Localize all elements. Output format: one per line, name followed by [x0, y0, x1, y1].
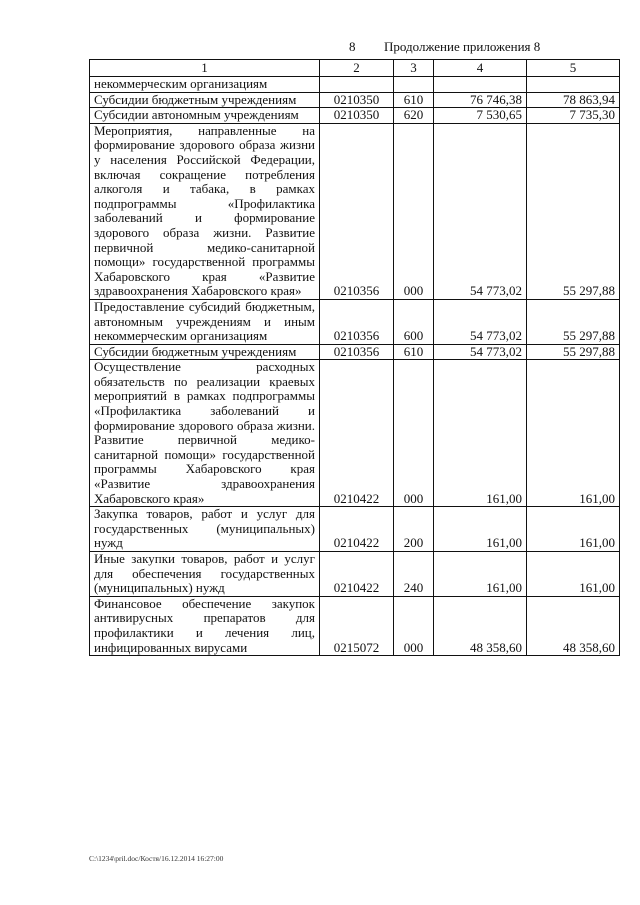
table-row — [90, 299, 620, 344]
row-value-2016: 55 297,88 — [527, 123, 620, 299]
row-value-2016: 55 297,88 — [527, 299, 620, 344]
column-header-4: 4 — [434, 60, 527, 77]
table-row — [90, 507, 620, 552]
row-name: Финансовое обеспечение закупок антивирусных препаратов для профилактики и лечения лиц, инфицированных вирусами — [90, 596, 320, 655]
row-code — [320, 77, 394, 93]
row-value-2016: 161,00 — [527, 552, 620, 597]
row-name: некоммерческим организациям — [90, 77, 320, 93]
budget-table — [89, 59, 620, 656]
row-value-2015: 7 530,65 — [434, 108, 527, 124]
row-name: Осуществление расходных обязательств по реализации краевых мероприятий в рамках подпрограммы «Профилактика заболеваний и формирование здорового образа жизни. Развитие первичной медико-санитарной помощи» государственной программы Хабаровского края «Развитие здравоохранения Хабаровского края» — [90, 360, 320, 507]
row-value-2015: 54 773,02 — [434, 344, 527, 360]
row-type: 240 — [394, 552, 434, 597]
row-value-2015: 54 773,02 — [434, 123, 527, 299]
row-code: 0210422 — [320, 552, 394, 597]
table-row — [90, 92, 620, 108]
row-name: Субсидии автономным учреждениям — [90, 108, 320, 124]
column-header-1: 1 — [90, 60, 320, 77]
table-row — [90, 108, 620, 124]
table-row — [90, 123, 620, 299]
row-value-2016: 48 358,60 — [527, 596, 620, 655]
row-name: Субсидии бюджетным учреждениям — [90, 344, 320, 360]
row-value-2016: 7 735,30 — [527, 108, 620, 124]
row-value-2016: 161,00 — [527, 507, 620, 552]
row-code: 0210350 — [320, 108, 394, 124]
row-name: Субсидии бюджетным учреждениям — [90, 92, 320, 108]
table-header — [90, 60, 620, 77]
row-value-2015: 161,00 — [434, 507, 527, 552]
table-row — [90, 552, 620, 597]
row-type: 000 — [394, 596, 434, 655]
continuation-label: Продолжение приложения 8 — [384, 39, 541, 54]
row-value-2016: 78 863,94 — [527, 92, 620, 108]
row-name: Предоставление субсидий бюджетным, автономным учреждениям и иным некоммерческим организациям — [90, 299, 320, 344]
row-value-2016: 55 297,88 — [527, 344, 620, 360]
row-name: Иные закупки товаров, работ и услуг для обеспечения государственных (муниципальных) нужд — [90, 552, 320, 597]
row-type: 620 — [394, 108, 434, 124]
table-row — [90, 360, 620, 507]
row-type: 000 — [394, 123, 434, 299]
row-value-2016 — [527, 77, 620, 93]
row-type: 610 — [394, 344, 434, 360]
row-value-2015: 161,00 — [434, 360, 527, 507]
header-row — [90, 60, 620, 77]
column-header-3: 3 — [394, 60, 434, 77]
row-type — [394, 77, 434, 93]
document-file-path: C:\1234\pril.doc/Костя/16.12.2014 16:27:00 — [89, 854, 224, 863]
row-code: 0210356 — [320, 344, 394, 360]
column-header-2: 2 — [320, 60, 394, 77]
row-code: 0210350 — [320, 92, 394, 108]
row-code: 0210356 — [320, 123, 394, 299]
row-type: 610 — [394, 92, 434, 108]
row-name: Мероприятия, направленные на формирование здорового образа жизни у населения Российской Федерации, включая сокращение потребления алкоголя и табака, в рамках подпрограммы «Профилактика заболеваний и формирование здорового образа жизни. Развитие первичной медико-санитарной помощи» государственной программы Хабаровского края «Развитие здравоохранения Хабаровского края» — [90, 123, 320, 299]
row-name: Закупка товаров, работ и услуг для государственных (муниципальных) нужд — [90, 507, 320, 552]
row-type: 000 — [394, 360, 434, 507]
row-value-2015 — [434, 77, 527, 93]
row-code: 0210422 — [320, 360, 394, 507]
table-row — [90, 344, 620, 360]
page-number: 8 — [349, 39, 356, 54]
table-row — [90, 77, 620, 93]
row-code: 0210422 — [320, 507, 394, 552]
row-type: 200 — [394, 507, 434, 552]
table-body — [90, 77, 620, 656]
row-value-2015: 76 746,38 — [434, 92, 527, 108]
row-type: 600 — [394, 299, 434, 344]
row-value-2016: 161,00 — [527, 360, 620, 507]
column-header-5: 5 — [527, 60, 620, 77]
row-code: 0215072 — [320, 596, 394, 655]
table-row — [90, 596, 620, 655]
row-value-2015: 161,00 — [434, 552, 527, 597]
row-value-2015: 54 773,02 — [434, 299, 527, 344]
row-code: 0210356 — [320, 299, 394, 344]
page-header — [0, 39, 640, 57]
row-value-2015: 48 358,60 — [434, 596, 527, 655]
